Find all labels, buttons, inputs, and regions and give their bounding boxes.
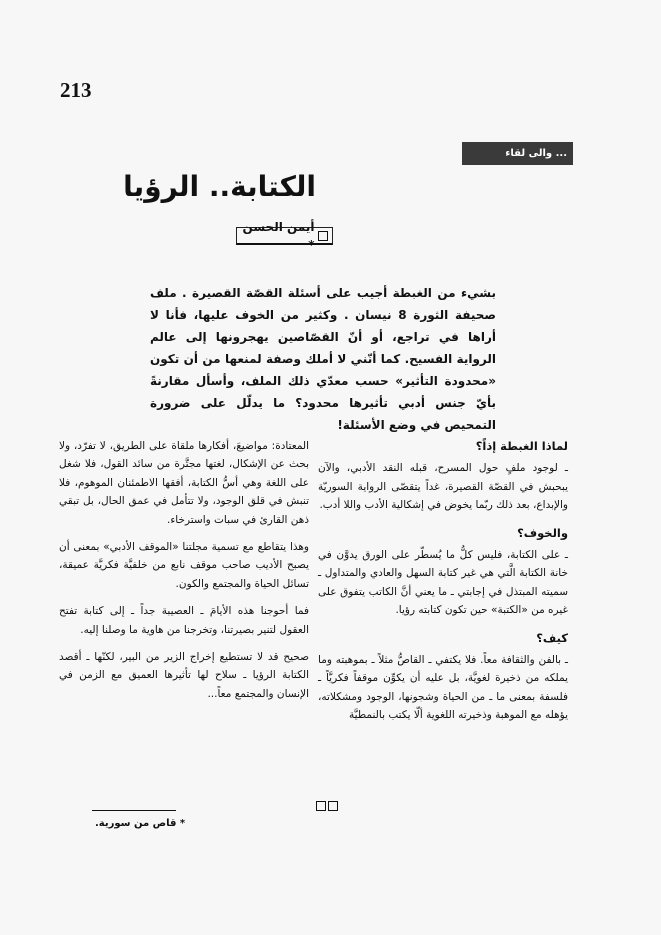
section-heading: كيف؟	[536, 630, 568, 645]
intro-text: بشيء من الغبطة أجيب على أسئلة القصّة القصيرة . ملف صحيفة الثورة 8 نيسان . وكثير من الخوف عليها، فأنا لا أراها في تراجع، أو أنّ القصّاصين يهجرونها إلى عالم الرواية الفسيح. كما أنّني لا أملك وصفة لمنعها من أن تكون «محدودة التأثير» حسب معدّي ذلك الملف، وأسأل مقارنةً بأيّ جنس أدبي تأثيرها محدود؟ ما يدلّل على ضرورة التمحيص في وضع الأسئلة!	[150, 286, 497, 432]
page-number: 213	[60, 78, 92, 102]
author-byline	[236, 219, 333, 252]
section-text: ـ لوجود ملفٍ حول المسرح، قبله النقد الأدبي، والآن يبحبش في القصّة القصيرة، غداً يتقصّى الرواية السوريّة والإبداع، بعد ذلك ربّما يخوض في إشكالية الأدب واللا أدب.	[318, 462, 568, 512]
footnote-divider	[92, 810, 176, 811]
section-text: ـ على الكتابة، فليس كلُّ ما يُسطّر على الورق يدوَّن في خانة الكتابة الَّتي هي غير كتابة السهل والعادي والمتداول ـ سميته المبتذل في إجابتي ـ ما يعني أنَّ الكاتب يتفوق على غيره من «الكتبة» حين تكون كتابته رؤيا.	[318, 549, 568, 617]
paragraph: المعتادة: مواضيعَ، أفكارها ملقاة على الطريق، لا تفرّد، ولا بحث عن الإشكال، لغتها مجتَّرة من سائد القول، فلا شغل على اللغة وهي أسُّ الكتابة، أفقها الاطمئنان الموهوم، فلا تنبش في قلق الوجود، ولا تتأمل في عمق الحال، بل تبقي ذهن القارئ في سبات واسترخاء.	[59, 440, 309, 526]
left-column	[59, 437, 309, 712]
article-title: الكتابة.. الرؤيا	[123, 170, 316, 203]
section-heading: لماذا الغبطة إذاً؟	[475, 439, 568, 453]
section-text: ـ بالفن والثقافة معاً. فلا يكتفي ـ القاصُّ مثلاً ـ بموهبته وما يملكه من ذخيرة لغويَّة، بل عليه أن يكوِّن موقفاً فكريَّاً ـ فلسفة بمعنى ما ـ من الحياة وشجونها، الوجود ومشكلاته، يؤهله مع الموهبة وذخيرته اللغوية ألّا يكتب بالنمطيَّة	[318, 654, 568, 722]
section-heading: والخوف؟	[517, 525, 568, 540]
square-bullet-icon	[318, 231, 328, 241]
footnote: * قاص من سورية.	[95, 818, 186, 829]
square-icon	[328, 801, 338, 811]
section-label: ... والى لقاء	[462, 142, 573, 165]
paragraph: فما أحوجنا هذه الأيامَ ـ العصيبة جداً ـ إلى كتابة تفتح العقول لتنير بصيرتنا، وتخرجنا من هاوية ما وصلنا إليه.	[59, 605, 309, 636]
paragraph: صحيح قد لا تستطيع إخراج الزير من البير، لكنّها ـ أقصد الكتابة الرؤيا ـ سلاح لها تأثيرها العميق مع الزمن في الإنسان والمجتمع معاً...	[59, 651, 309, 700]
paragraph: وهذا يتقاطع مع تسمية مجلتنا «الموقف الأدبي» بمعنى أن يصبح الأديب صاحب موقف نابع من خلفيَّة فكريَّة عميقة، تسائل الحياة والمجتمع والكون.	[59, 541, 309, 590]
right-column	[318, 437, 568, 734]
end-of-article-icon	[316, 801, 338, 811]
intro-paragraph	[150, 282, 496, 436]
square-icon	[316, 801, 326, 811]
author-name: أيمن الحسن *	[242, 219, 315, 252]
